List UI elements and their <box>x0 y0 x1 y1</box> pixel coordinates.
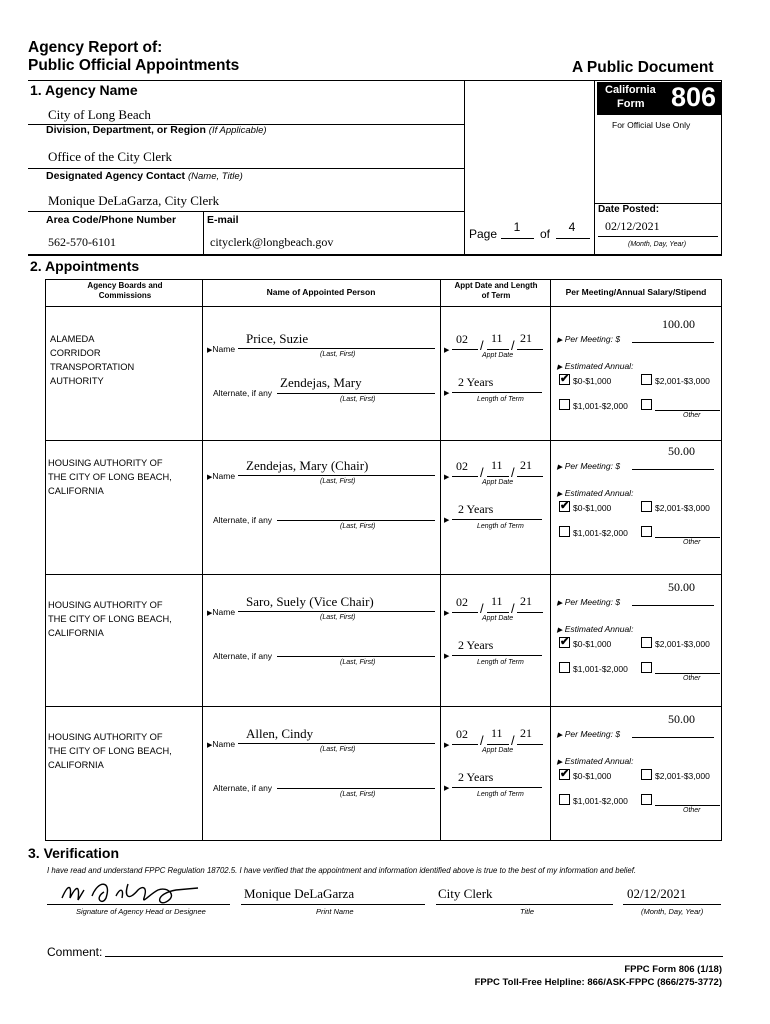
board-name: HOUSING AUTHORITY OF THE CITY OF LONG BEACH, CALIFORNIA <box>48 600 172 638</box>
verification-date-label: (Month, Day, Year) <box>641 907 704 916</box>
california-label: California <box>605 84 656 96</box>
agency-name-value[interactable]: City of Long Beach <box>48 107 151 122</box>
appt-month-rule <box>452 476 478 477</box>
alternate-name[interactable]: Zendejas, Mary <box>280 375 362 390</box>
per-meeting-label: ▶ Per Meeting: $ <box>557 461 621 471</box>
option-1001-2000-label: $1,001-$2,000 <box>573 401 628 411</box>
phone-label: Area Code/Phone Number <box>46 214 177 226</box>
option-1001-2000-label: $1,001-$2,000 <box>573 528 628 538</box>
estimated-annual-label: ▶ Estimated Annual: <box>557 361 634 371</box>
comment-field[interactable] <box>105 956 723 957</box>
official-use-divider <box>594 81 595 255</box>
appointee-name[interactable]: Zendejas, Mary (Chair) <box>246 458 369 473</box>
checkbox-1001-2000[interactable] <box>559 526 570 537</box>
appt-month-rule <box>452 744 478 745</box>
title-label: Title <box>520 907 535 916</box>
alternate-label: Alternate, if any <box>213 515 273 525</box>
row-divider-3 <box>45 706 722 707</box>
helpline: FPPC Toll-Free Helpline: 866/ASK-FPPC (866/275-3772) <box>474 977 722 988</box>
per-meeting-label: ▶ Per Meeting: $ <box>557 729 621 739</box>
arrow-icon: ▶ <box>207 742 213 749</box>
comment-label: Comment: <box>47 945 103 959</box>
col-header-board: Agency Boards and Commissions <box>87 281 163 300</box>
last-first-hint: (Last, First) <box>320 351 356 358</box>
other-amount-field[interactable] <box>655 410 720 411</box>
col-divider-3 <box>550 279 551 841</box>
verification-date-rule <box>623 904 721 905</box>
alternate-name-rule <box>277 520 435 521</box>
term-value[interactable]: 2 Years <box>458 770 494 784</box>
page-number-rule <box>501 238 534 239</box>
per-meeting-value[interactable]: 50.00 <box>668 580 695 594</box>
section3-heading: 3. Verification <box>28 845 120 861</box>
page-label: Page <box>469 227 498 241</box>
signature-label: Signature of Agency Head or Designee <box>76 907 206 916</box>
public-document-label: A Public Document <box>572 59 714 76</box>
name-label: ▶Name <box>207 739 236 749</box>
appt-date-hint: Appt Date <box>482 615 514 622</box>
california-form-badge <box>597 82 722 115</box>
other-hint: Other <box>683 412 701 419</box>
checkbox-0-1000[interactable]: ✔ <box>560 373 570 385</box>
alternate-label: Alternate, if any <box>213 651 273 661</box>
appt-day-rule <box>487 612 509 613</box>
form-title-line2: Public Official Appointments <box>28 57 240 74</box>
other-amount-field[interactable] <box>655 673 720 674</box>
verification-statement: I have read and understand FPPC Regulation 18702.5. I have verified that the appointment and information identified above is true to the best of my information and belief. <box>47 866 637 875</box>
date-slash: / <box>511 465 515 480</box>
term-arrow-icon: ▶ <box>444 785 450 792</box>
alternate-last-first-hint: (Last, First) <box>340 523 376 530</box>
term-value[interactable]: 2 Years <box>458 375 494 389</box>
arrow-icon: ▶ <box>557 759 563 766</box>
row-divider-2 <box>45 574 722 575</box>
date-arrow-icon: ▶ <box>444 347 450 354</box>
page-total-value[interactable]: 4 <box>568 220 576 234</box>
checkbox-2001-3000[interactable] <box>641 501 652 512</box>
page-number-value[interactable]: 1 <box>513 220 521 234</box>
appt-day-rule <box>487 349 509 350</box>
option-0-1000-label: $0-$1,000 <box>573 771 612 781</box>
date-arrow-icon: ▶ <box>444 742 450 749</box>
per-meeting-value[interactable]: 50.00 <box>668 712 695 726</box>
appt-year[interactable]: 21 <box>520 331 532 345</box>
other-hint: Other <box>683 807 701 814</box>
date-posted-value-rule <box>598 236 718 237</box>
appointee-name[interactable]: Allen, Cindy <box>246 726 314 741</box>
date-arrow-icon: ▶ <box>444 474 450 481</box>
per-meeting-label: ▶ Per Meeting: $ <box>557 334 621 344</box>
term-hint: Length of Term <box>477 523 524 530</box>
date-slash: / <box>480 733 484 748</box>
arrow-icon: ▶ <box>557 364 563 371</box>
option-2001-3000-label: $2,001-$3,000 <box>655 503 710 513</box>
term-value[interactable]: 2 Years <box>458 502 494 516</box>
section1-heading: 1. Agency Name <box>30 82 138 98</box>
col-header-pay: Per Meeting/Annual Salary/Stipend <box>565 287 707 297</box>
arrow-icon: ▶ <box>207 474 213 481</box>
per-meeting-label: ▶ Per Meeting: $ <box>557 597 621 607</box>
title-rule <box>436 904 613 905</box>
alternate-name-rule <box>277 656 435 657</box>
appt-day[interactable]: 11 <box>491 331 503 345</box>
alternate-last-first-hint: (Last, First) <box>340 396 376 403</box>
option-2001-3000-label: $2,001-$3,000 <box>655 771 710 781</box>
row-divider-1 <box>45 440 722 441</box>
form-title-line1: Agency Report of: <box>28 39 163 56</box>
date-posted-label: Date Posted: <box>598 204 660 215</box>
contact-value[interactable]: Monique DeLaGarza, City Clerk <box>48 193 220 208</box>
term-rule <box>452 519 542 520</box>
appt-day-rule <box>487 476 509 477</box>
board-name: HOUSING AUTHORITY OF THE CITY OF LONG BEACH, CALIFORNIA <box>48 458 172 496</box>
other-hint: Other <box>683 539 701 546</box>
estimated-annual-label: ▶ Estimated Annual: <box>557 488 634 498</box>
alternate-last-first-hint: (Last, First) <box>340 659 376 666</box>
alternate-label: Alternate, if any <box>213 388 273 398</box>
term-arrow-icon: ▶ <box>444 517 450 524</box>
form-id: FPPC Form 806 (1/18) <box>624 964 722 975</box>
checkbox-other[interactable] <box>641 662 652 673</box>
appt-day[interactable]: 11 <box>491 458 503 472</box>
appt-day-rule <box>487 744 509 745</box>
per-meeting-value[interactable]: 100.00 <box>662 317 695 331</box>
col-header-date: Appt Date and Length of Term <box>454 281 538 300</box>
per-meeting-rule <box>632 469 714 470</box>
appt-month-rule <box>452 612 478 613</box>
phone-value[interactable]: 562-570-6101 <box>48 235 116 249</box>
appt-date-hint: Appt Date <box>482 479 514 486</box>
checkbox-0-1000[interactable]: ✔ <box>560 768 570 780</box>
appt-year-rule <box>517 612 543 613</box>
alternate-label: Alternate, if any <box>213 783 273 793</box>
other-hint: Other <box>683 675 701 682</box>
appt-day[interactable]: 11 <box>491 726 503 740</box>
other-amount-field[interactable] <box>655 805 720 806</box>
contact-rule <box>28 211 464 212</box>
appt-date-hint: Appt Date <box>482 747 514 754</box>
per-meeting-rule <box>632 342 714 343</box>
form-number: 806 <box>671 82 717 112</box>
checkbox-other[interactable] <box>641 794 652 805</box>
option-2001-3000-label: $2,001-$3,000 <box>655 639 710 649</box>
arrow-icon: ▶ <box>557 337 563 344</box>
name-label: ▶Name <box>207 471 236 481</box>
appointee-name[interactable]: Saro, Suely (Vice Chair) <box>246 594 374 609</box>
checkbox-0-1000[interactable]: ✔ <box>560 500 570 512</box>
appt-month[interactable]: 02 <box>456 727 468 741</box>
term-arrow-icon: ▶ <box>444 390 450 397</box>
checkbox-other[interactable] <box>641 526 652 537</box>
option-2001-3000-label: $2,001-$3,000 <box>655 376 710 386</box>
checkbox-1001-2000[interactable] <box>559 399 570 410</box>
term-rule <box>452 392 542 393</box>
appt-year-rule <box>517 744 543 745</box>
term-rule <box>452 655 542 656</box>
name-label: ▶Name <box>207 607 236 617</box>
print-name-label: Print Name <box>316 907 354 916</box>
per-meeting-value[interactable]: 50.00 <box>668 444 695 458</box>
contact-label: Designated Agency Contact (Name, Title) <box>46 170 243 182</box>
appt-year-rule <box>517 349 543 350</box>
date-posted-value[interactable]: 02/12/2021 <box>605 219 660 233</box>
estimated-annual-label: ▶ Estimated Annual: <box>557 624 634 634</box>
term-arrow-icon: ▶ <box>444 653 450 660</box>
section1-bottom-rule <box>28 254 722 256</box>
term-hint: Length of Term <box>477 791 524 798</box>
title-value[interactable]: City Clerk <box>438 886 493 901</box>
appt-date-hint: Appt Date <box>482 352 514 359</box>
verification-date-value[interactable]: 02/12/2021 <box>627 886 687 901</box>
estimated-annual-label: ▶ Estimated Annual: <box>557 756 634 766</box>
form-label: Form <box>617 98 645 110</box>
appt-day[interactable]: 11 <box>491 594 503 608</box>
date-slash: / <box>511 733 515 748</box>
appt-year[interactable]: 21 <box>520 726 532 740</box>
checkbox-2001-3000[interactable] <box>641 637 652 648</box>
alternate-last-first-hint: (Last, First) <box>340 791 376 798</box>
appointee-name-rule <box>238 611 435 612</box>
phone-email-divider <box>203 211 204 254</box>
arrow-icon: ▶ <box>557 627 563 634</box>
term-value[interactable]: 2 Years <box>458 638 494 652</box>
option-1001-2000-label: $1,001-$2,000 <box>573 796 628 806</box>
email-label: E-mail <box>207 214 239 226</box>
col-divider-1 <box>202 279 203 841</box>
appointee-name-rule <box>238 348 435 349</box>
checkbox-2001-3000[interactable] <box>641 374 652 385</box>
date-slash: / <box>511 601 515 616</box>
alternate-name-rule <box>277 393 435 394</box>
date-slash: / <box>480 465 484 480</box>
appt-year-rule <box>517 476 543 477</box>
appt-year[interactable]: 21 <box>520 458 532 472</box>
option-1001-2000-label: $1,001-$2,000 <box>573 664 628 674</box>
appointee-name-rule <box>238 743 435 744</box>
arrow-icon: ▶ <box>557 600 563 607</box>
term-hint: Length of Term <box>477 659 524 666</box>
section2-heading: 2. Appointments <box>30 258 140 274</box>
last-first-hint: (Last, First) <box>320 614 356 621</box>
appt-month[interactable]: 02 <box>456 459 468 473</box>
date-posted-format: (Month, Day, Year) <box>628 241 687 248</box>
page-total-rule <box>556 238 590 239</box>
arrow-icon: ▶ <box>207 347 213 354</box>
arrow-icon: ▶ <box>557 491 563 498</box>
arrow-icon: ▶ <box>557 464 563 471</box>
alternate-name-rule <box>277 788 435 789</box>
per-meeting-rule <box>632 605 714 606</box>
board-name: HOUSING AUTHORITY OF THE CITY OF LONG BEACH, CALIFORNIA <box>48 732 172 770</box>
date-arrow-icon: ▶ <box>444 610 450 617</box>
per-meeting-rule <box>632 737 714 738</box>
option-0-1000-label: $0-$1,000 <box>573 376 612 386</box>
table-header-rule <box>45 306 722 307</box>
division-label: Division, Department, or Region (If Applicable) <box>46 124 267 136</box>
official-use-label: For Official Use Only <box>612 120 691 130</box>
checkbox-1001-2000[interactable] <box>559 662 570 673</box>
division-value[interactable]: Office of the City Clerk <box>48 149 172 164</box>
appointee-name-rule <box>238 475 435 476</box>
checkbox-1001-2000[interactable] <box>559 794 570 805</box>
arrow-icon: ▶ <box>207 610 213 617</box>
email-value[interactable]: cityclerk@longbeach.gov <box>210 235 334 249</box>
term-rule <box>452 787 542 788</box>
checkbox-2001-3000[interactable] <box>641 769 652 780</box>
board-name: ALAMEDA CORRIDOR TRANSPORTATION AUTHORITY <box>50 334 135 386</box>
other-amount-field[interactable] <box>655 537 720 538</box>
option-0-1000-label: $0-$1,000 <box>573 639 612 649</box>
print-name-value[interactable]: Monique DeLaGarza <box>244 886 355 901</box>
date-slash: / <box>480 338 484 353</box>
option-0-1000-label: $0-$1,000 <box>573 503 612 513</box>
checkbox-0-1000[interactable]: ✔ <box>560 636 570 648</box>
checkbox-other[interactable] <box>641 399 652 410</box>
of-label: of <box>540 227 551 241</box>
term-hint: Length of Term <box>477 396 524 403</box>
name-label: ▶Name <box>207 344 236 354</box>
arrow-icon: ▶ <box>557 732 563 739</box>
division-rule <box>28 168 464 169</box>
appt-month-rule <box>452 349 478 350</box>
col-header-name: Name of Appointed Person <box>266 287 376 297</box>
print-name-rule <box>241 904 425 905</box>
appointee-name[interactable]: Price, Suzie <box>246 331 309 346</box>
signature-rule <box>47 904 230 905</box>
date-slash: / <box>511 338 515 353</box>
last-first-hint: (Last, First) <box>320 478 356 485</box>
appt-month[interactable]: 02 <box>456 332 468 346</box>
last-first-hint: (Last, First) <box>320 746 356 753</box>
appt-month[interactable]: 02 <box>456 595 468 609</box>
date-slash: / <box>480 601 484 616</box>
col-divider-2 <box>440 279 441 841</box>
appt-year[interactable]: 21 <box>520 594 532 608</box>
